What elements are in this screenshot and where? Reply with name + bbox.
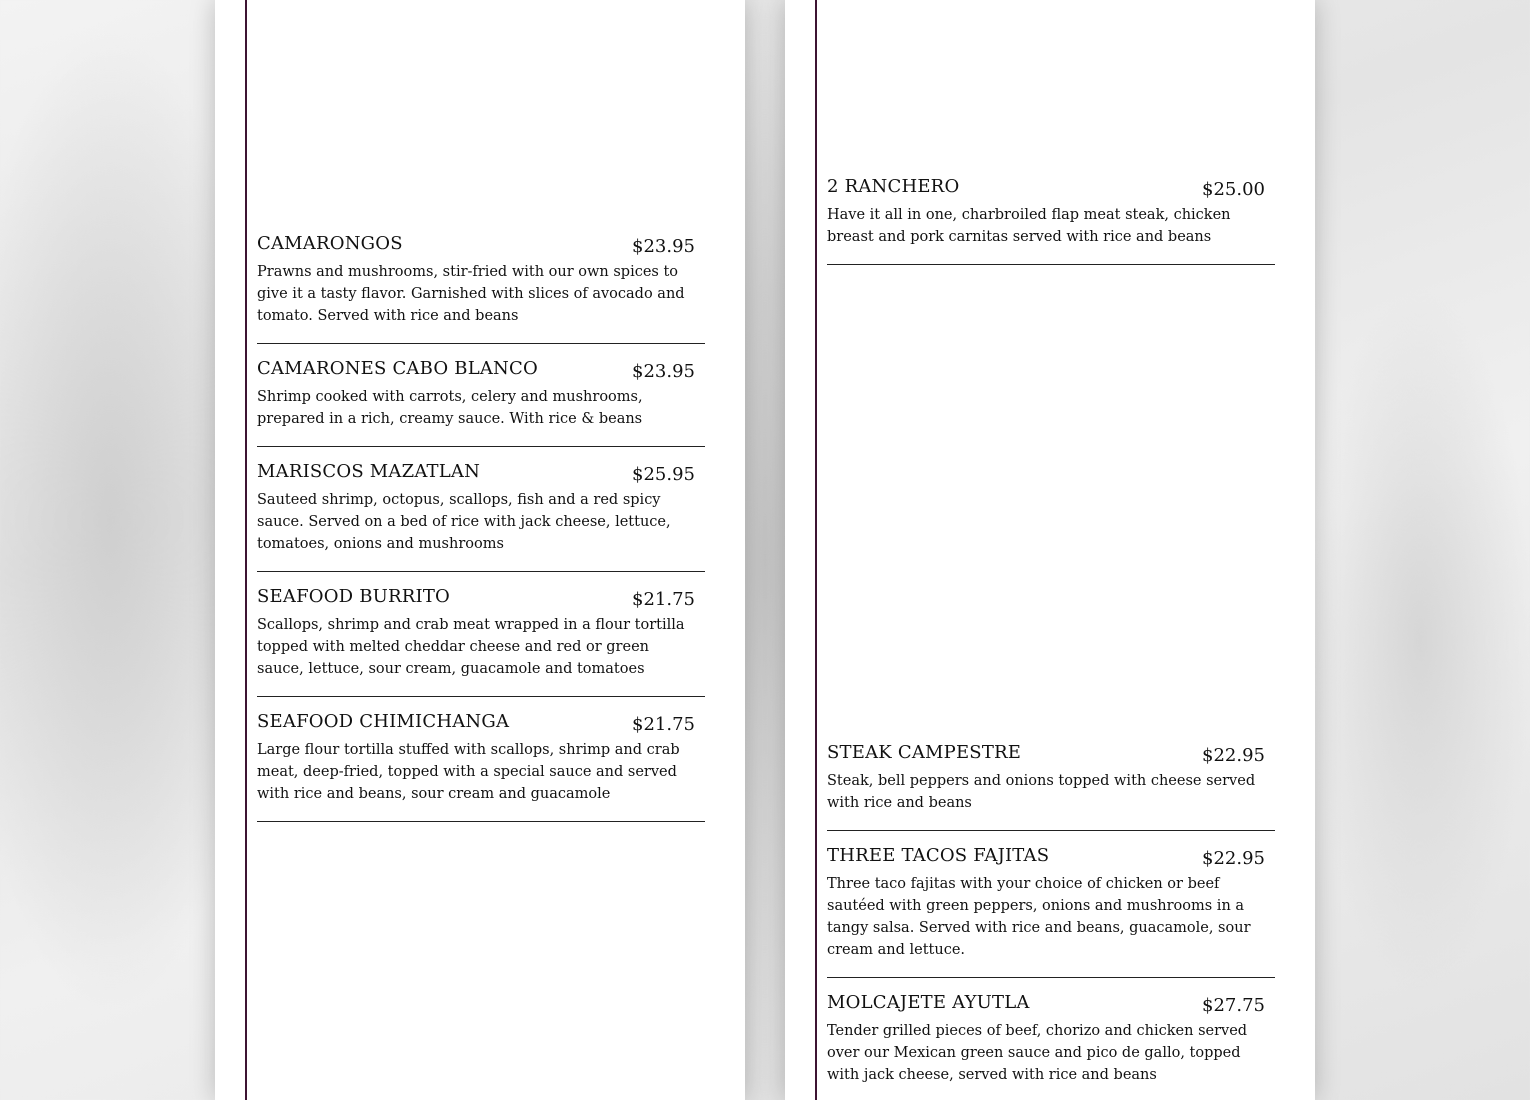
menu-item [257,586,705,697]
menu-item-price: $23.95 [632,361,695,382]
menu-item-name: MOLCAJETE AYUTLA [827,992,1030,1013]
menu-item-description: Sauteed shrimp, octopus, scallops, fish and a red spicy sauce. Served on a bed of rice with jack cheese, lettuce, tomatoes, onions and mushrooms [257,492,671,552]
menu-item [257,711,705,822]
page-border-line [815,0,817,1100]
menu-item-description: Shrimp cooked with carrots, celery and mushrooms, prepared in a rich, creamy sauce. With rice & beans [257,389,643,427]
menu-item-price: $22.95 [1202,848,1265,869]
menu-item [827,176,1275,265]
menu-item-name: CAMARONGOS [257,233,403,254]
menu-item-price: $27.75 [1202,995,1265,1016]
menu-item-name: THREE TACOS FAJITAS [827,845,1050,866]
menu-item-description: Three taco fajitas with your choice of chicken or beef sautéed with green peppers, onions and mushrooms in a tangy salsa. Served with rice and beans, guacamole, sour cream and lettuce. [827,876,1251,958]
menu-item-price: $21.75 [632,714,695,735]
menu-item-name: SEAFOOD BURRITO [257,586,451,607]
menu-item [827,845,1275,978]
menu-item [827,992,1275,1100]
menu-item-price: $21.75 [632,589,695,610]
menu-item-description: Prawns and mushrooms, stir-fried with our own spices to give it a tasty flavor. Garnished with slices of avocado and tomato. Served with rice and beans [257,264,685,324]
menu-item [257,461,705,572]
menu-item-name: STEAK CAMPESTRE [827,742,1022,763]
menu-item-name: MARISCOS MAZATLAN [257,461,481,482]
menu-item-price: $22.95 [1202,745,1265,766]
menu-item-name: 2 RANCHERO [827,176,960,197]
menu-item-price: $25.00 [1202,179,1265,200]
menu-item [257,233,705,344]
menu-item-price: $25.95 [632,464,695,485]
menu-item-name: SEAFOOD CHIMICHANGA [257,711,510,732]
menu-item-name: CAMARONES CABO BLANCO [257,358,538,379]
menu-item-description: Large flour tortilla stuffed with scallops, shrimp and crab meat, deep-fried, topped with a special sauce and served with rice and beans, sour cream and guacamole [257,742,680,802]
menu-item-description: Steak, bell peppers and onions topped with cheese served with rice and beans [827,773,1256,811]
menu-item-description: Scallops, shrimp and crab meat wrapped in a flour tortilla topped with melted cheddar cheese and red or green sauce, lettuce, sour cream, guacamole and tomatoes [257,617,685,677]
menu-page-right [785,0,1315,1100]
menu-item-description: Tender grilled pieces of beef, chorizo and chicken served over our Mexican green sauce and pico de gallo, topped with jack cheese, served with rice and beans [827,1023,1248,1083]
menu-item-description: Have it all in one, charbroiled flap meat steak, chicken breast and pork carnitas served with rice and beans [827,207,1231,245]
menu-item [827,742,1275,831]
menu-item [257,358,705,447]
menu-page-left [215,0,745,1100]
menu-item-price: $23.95 [632,236,695,257]
page-border-line [245,0,247,1100]
